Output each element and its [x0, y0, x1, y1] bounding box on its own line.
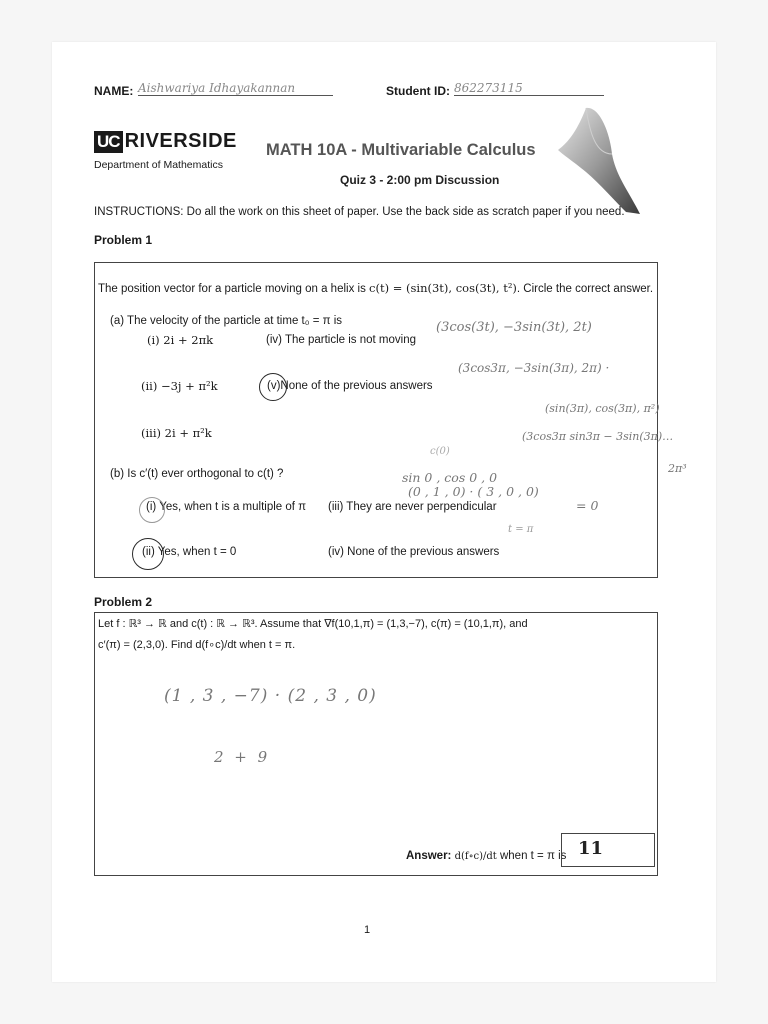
problem1-statement-start: The position vector for a particle moving on a helix is	[98, 283, 370, 295]
name-value: Aishwariya Idhayakannan	[138, 81, 333, 96]
scratch-result: 2π³	[668, 462, 687, 475]
answer-circle-a	[259, 373, 287, 401]
part-a-option-iv[interactable]: (iv) The particle is not moving	[266, 334, 416, 346]
scratch-dot-at-zero: (0 , 1 , 0) · ( 3 , 0 , 0)	[408, 484, 539, 499]
work-dot-product: (1 , 3 , −7) · (2 , 3 , 0)	[164, 686, 377, 706]
problem1-statement-end: . Circle the correct answer.	[516, 283, 654, 295]
problem1-statement	[98, 281, 653, 295]
scratch-derivative: (3cos(3t), −3sin(3t), 2t)	[436, 320, 592, 335]
instructions-text: INSTRUCTIONS: Do all the work on this sheet of paper. Use the back side as scratch paper if you need.	[94, 206, 625, 218]
answer-condition: when t = π is	[499, 850, 567, 862]
scratch-t-pi: t = π	[508, 524, 534, 535]
part-b-option-i[interactable]	[146, 501, 306, 513]
answer-label: Answer:	[406, 850, 452, 862]
part-b-option-iii[interactable]: (iii) They are never perpendicular	[328, 501, 497, 513]
problem2-statement-line1: Let f : ℝ³ → ℝ and c(t) : ℝ → ℝ³. Assume that ∇f(10,1,π) = (1,3,−7), c(π) = (10,1,π), and	[98, 618, 528, 630]
faint-circle-b-i	[139, 497, 165, 523]
student-id-value: 862273115	[454, 81, 604, 96]
part-b-option-iv[interactable]: (iv) None of the previous answers	[328, 546, 500, 558]
answer-value: 11	[578, 838, 604, 859]
answer-circle-b	[132, 538, 164, 570]
part-a-option-ii[interactable]: (ii) −3j + π²k	[141, 379, 218, 393]
work-sum: 2 + 9	[214, 748, 271, 766]
position-vector: c(t) = (sin(3t), cos(3t), t²)	[369, 281, 517, 295]
name-label: NAME:	[94, 84, 134, 98]
problem1-box	[94, 262, 674, 578]
part-b-option-i-label: (i)	[146, 501, 157, 513]
part-b-option-ii-label: (ii)	[142, 546, 155, 558]
scratch-c0-values: sin 0 , cos 0 , 0	[402, 470, 498, 485]
department-name: Department of Mathematics	[94, 159, 223, 171]
scratch-dot-product: (3cos3π sin3π − 3sin(3π)…	[522, 430, 674, 443]
course-title: MATH 10A - Multivariable Calculus	[266, 141, 536, 159]
riverside-wordmark: RIVERSIDE	[124, 130, 237, 152]
answer-expression: d(f∘c)/dt	[454, 851, 497, 862]
scratch-equals-zero: = 0	[576, 498, 599, 513]
scratch-c0: c(0)	[430, 446, 450, 457]
uc-mark: UC	[94, 131, 123, 153]
problem2-statement-line2: c′(π) = (2,3,0). Find d(f∘c)/dt when t = π.	[98, 639, 296, 651]
option-v-label: (v)	[267, 380, 281, 392]
answer-box[interactable]	[561, 833, 655, 867]
problem1-heading: Problem 1	[94, 233, 153, 247]
answer-line	[406, 850, 566, 862]
quiz-subtitle: Quiz 3 - 2:00 pm Discussion	[340, 173, 500, 187]
scratch-position-at-pi: (sin(3π), cos(3π), π²)	[545, 402, 660, 415]
part-b-option-ii-text: Yes, when t = 0	[157, 546, 237, 558]
part-b-question: (b) Is c′(t) ever orthogonal to c(t) ?	[110, 468, 284, 480]
scratch-velocity-at-pi: (3cos3π, −3sin(3π), 2π) ·	[458, 361, 610, 375]
part-b-option-i-text: Yes, when t is a multiple of π	[159, 501, 307, 513]
part-a-option-iii[interactable]: (iii) 2i + π²k	[141, 426, 212, 440]
part-a-option-v[interactable]	[267, 380, 433, 392]
page-number: 1	[364, 924, 371, 936]
problem2-heading: Problem 2	[94, 595, 153, 609]
saddle-surface-graphic	[556, 104, 642, 216]
part-a-question: (a) The velocity of the particle at time t₀ = π is	[110, 315, 343, 327]
part-a-option-i[interactable]: (i) 2i + 2πk	[147, 333, 214, 347]
student-id-label: Student ID:	[386, 84, 450, 98]
option-v-text: None of the previous answers	[280, 380, 433, 392]
ucr-logo	[94, 130, 237, 171]
